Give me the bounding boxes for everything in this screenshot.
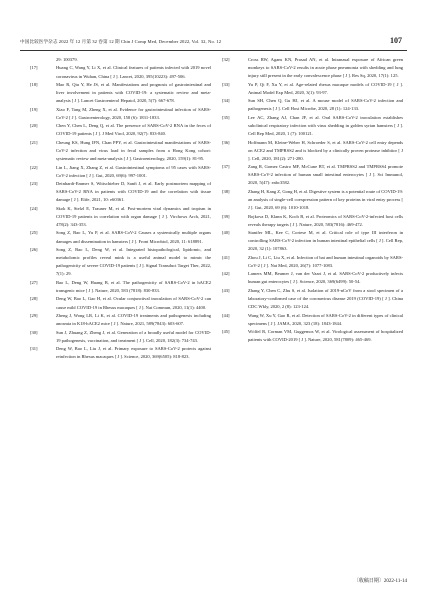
reference-item [30, 122, 211, 138]
reference-number: [17] [30, 65, 38, 71]
reference-text: Stanifer ML, Kee C, Cortese M, et al. Critical role of type III interferon in controlling SARS-CoV-2 infection in human intestinal epithelial cells [ J ]. Cell Rep, 2020, 32 (1): 107863. [248, 230, 403, 252]
reference-number: [30] [30, 329, 38, 335]
reference-text: Zhang Y, Chen C, Zhu S, et al. Isolation of 2019-nCoV from a stool specimen of a laboratory-confirmed case of the coronavirus disease 2019 (COVID-19) [ J ]. China CDC Wkly, 2020, 2 (8): 123-124. [248, 287, 403, 310]
reference-number: [21] [30, 139, 38, 145]
reference-number: [37] [222, 164, 230, 170]
reference-item [30, 295, 211, 311]
reference-text: Deng W, Bao L, Liu J, et al. Primary exposure to SARS-CoV-2 protects against reinfection in Rhesus macaques [ J ]. Science, 2020, 369(6505): 818-823. [56, 346, 211, 360]
reference-number: [25] [30, 230, 38, 236]
reference-text: Lee AC, Zhang AJ, Chan JF, et al. Oral SARS-CoV-2 inoculation establishes subclinical respiratory infection with virus shedding in golden syrian hamsters [ J ]. Cell Rep Med, 2020, 1 (7): 100121. [248, 114, 403, 137]
reference-item [222, 56, 403, 80]
reference-text: Wang W, Xu Y, Gao R, et al. Detection of SARS-CoV-2 in different types of clinical specimens [ J ]. JAMA, 2020, 323 (18): 1843-1844. [248, 312, 403, 326]
reference-item [222, 139, 403, 163]
reference-column-right [222, 56, 403, 345]
reference-text: 29: 100379. [56, 57, 78, 62]
reference-number: [38] [222, 188, 230, 194]
reference-number: [20] [30, 123, 38, 129]
reference-number: [41] [222, 254, 230, 260]
journal-title: 中国比较医学杂志 2022 年 12 月第 32 卷第 12 期 Chin J Comp Med, December 2022, Vol. 32, No. 12 [20, 39, 222, 44]
reference-item [30, 246, 211, 278]
reference-number: [27] [30, 279, 38, 285]
reference-item [222, 254, 403, 270]
reference-item [30, 164, 211, 180]
reference-text: Yu P, Qi F, Xu Y, et al. Age-related rhesus macaque models of COVID-19 [ J ]. Animal Model Exp Med, 2020, 3(1): 93-97. [248, 81, 403, 95]
reference-item [222, 188, 403, 212]
reference-item [30, 139, 211, 163]
reference-text: Zang R, Gomez Castro MF, McCune BT, et al. TMPRSS2 and TMPRSS4 promote SARS-CoV-2 infection of human small intestinal enterocytes [ J ]. Sci Immunol, 2020, 5(47): eabc3582. [248, 164, 403, 186]
reference-number: [19] [30, 106, 38, 112]
reference-number: [43] [222, 287, 230, 293]
reference-number: [34] [222, 98, 230, 104]
reference-number: [42] [222, 271, 230, 277]
reference-text: Lin L, Jiang X, Zhang Z, et al. Gastrointestinal symptoms of 95 cases with SARS-CoV-2 infection [ J ]. Gut, 2020, 69(6): 997-1001. [56, 164, 211, 178]
reference-number: [33] [222, 81, 230, 87]
reference-text: Deng W, Bao L, Gao H, et al. Ocular conjunctival inoculation of SARS-CoV-2 can cause mild COVID-19 in Rhesus macaques [ J ]. Nat Commun, 2020, 11(1): 4400. [56, 296, 211, 310]
reference-text: Cross RW, Agans KN, Prasad AN, et al. Intranasal exposure of African green monkeys to SARS-CoV-2 results in acute phase pneumonia with shedding and lung injury still present in the early convalescence phase [ J ]. Res Sq, 2020, 17(1): 125. [248, 57, 403, 79]
reference-text: Mao R, Qiu Y, He JS, et al. Manifestations and prognosis of gastrointestinal and liver involvement in patients with COVID-19: a systematic review and meta-analysis [ J ]. Lancet Gastroenterol Hepatol, 2020, 5(7): 667-678. [56, 82, 211, 104]
reference-item [30, 64, 211, 80]
reference-item [30, 312, 211, 328]
reference-item [222, 81, 403, 97]
reference-text: Xiao F, Tang M, Zheng X, et al. Evidence for gastrointestinal infection of SARS-CoV-2 [ J ]. Gastroenterology, 2020, 158 (6): 1831-1833. [56, 106, 211, 120]
reference-text: Zhou J, Li C, Liu X, et al. Infection of bat and human intestinal organoids by SARS-CoV-2 [ J ]. Nat Med, 2020, 26(7): 1077-1083. [248, 254, 403, 268]
reference-column-left [30, 56, 211, 362]
reference-number: [26] [30, 247, 38, 253]
reference-text: Song Z, Bao L, Deng W, et al. Integrated histopathological, lipidomic, and metabolomic profiles reveal mink is a useful animal model to mimic the pathogenicity of severe COVID-19 patients [ J ]. Signal Transduct Target Ther, 2022, 7(1): 29. [56, 247, 211, 277]
reference-number: [32] [222, 57, 230, 62]
reference-item [222, 328, 403, 344]
reference-item [222, 114, 403, 138]
reference-text: Zhang H, Kang Z, Gong H, et al. Digestive system is a potential route of COVID-19: an analysis of single-cell coexpression pattern of key proteins in viral entry process [ J ]. Gut, 2020, 69 (6): 1010-1018. [248, 188, 403, 211]
reference-number: [29] [30, 312, 38, 318]
reference-number: [36] [222, 139, 230, 145]
reference-text: Deinhardt-Emmer S, Wittschieber D, Sanft J, et al. Early postmortem mapping of SARS-CoV-2 RNA in patients with COVID-19 and the correlation with tissue damage [ J ]. Elife, 2021, 10: e60361. [56, 181, 211, 203]
received-date: 〔收稿日期〕2022-11-14 [353, 579, 407, 584]
reference-item [222, 229, 403, 253]
reference-number: [24] [30, 205, 38, 211]
reference-number: [28] [30, 296, 38, 302]
page-number: 107 [390, 36, 402, 45]
reference-item [222, 97, 403, 113]
reference-text: Zheng J, Wong LR, Li K, et al. COVID-19 treatments and pathogenesis including anosmia in K18-hACE2 mice [ J ]. Nature, 2021, 589(7843): 603-607. [56, 312, 211, 327]
reference-text: Bojkova D, Klann K, Koch B, et al. Proteomics of SARS-CoV-2-infected host cells reveals therapy targets [ J ]. Nature, 2020, 583(7816): 469-472. [248, 213, 403, 227]
reference-item [222, 163, 403, 187]
reference-text: Huang C, Wang Y, Li X, et al. Clinical features of patients infected with 2019 novel coronavirus in Wuhan, China [ J ]. Lancet, 2020, 395(10223): 497-506. [56, 65, 211, 79]
reference-item [222, 213, 403, 229]
reference-number: [22] [30, 164, 38, 170]
reference-item [30, 229, 211, 245]
reference-item [30, 180, 211, 204]
reference-item [30, 345, 211, 361]
reference-number: [18] [30, 82, 38, 88]
reference-item [30, 279, 211, 295]
reference-text: Cheung KS, Hung IFN, Chan PPY, et al. Gastrointestinal manifestations of SARS-CoV-2 infection and virus load in fecal samples from a Hong Kong cohort: systematic review and meta-analysis [ J ]. Gastroenterology, 2020, 159(1): 81-95. [56, 139, 211, 162]
reference-item [30, 106, 211, 122]
header-rule [20, 50, 407, 51]
reference-number: [23] [30, 181, 38, 187]
reference-item [30, 56, 211, 64]
reference-item [30, 329, 211, 345]
running-header [20, 36, 402, 48]
reference-item [30, 81, 211, 105]
reference-text: Wölfel R, Corman VM, Guggemos W, et al. Virological assessment of hospitalized patients with COVID-2019 [ J ]. Nature, 2020, 581(7809): 465-469. [248, 329, 403, 343]
reference-number: [39] [222, 213, 230, 219]
reference-text: Lamers MM, Beumer J, van der Vaart J, et al. SARS-CoV-2 productively infects human gut enterocytes [ J ]. Science, 2020, 369(6499): 50-54. [248, 271, 403, 285]
reference-text: Sun J, Zhuang Z, Zheng J, et al. Generation of a broadly useful model for COVID-19 pathogenesis, vaccination, and treatment [ J ]. Cell, 2020, 182(3): 734-743. [56, 329, 211, 343]
reference-number: [40] [222, 230, 230, 236]
reference-number: [31] [30, 346, 38, 352]
reference-number: [45] [222, 329, 230, 335]
reference-item [222, 270, 403, 286]
reference-text: Chen Y, Chen L, Deng Q, et al. The presence of SARS-CoV-2 RNA in the feces of COVID-19 patients [ J ]. J Med Virol, 2020, 92(7): 833-840. [56, 123, 211, 137]
reference-item [222, 312, 403, 328]
reference-text: Skok K, Stelzl E, Trauner M, et al. Post-mortem viral dynamics and tropism in COVID-19 patients in correlation with organ damage [ J ]. Virchows Arch, 2021, 478(2): 343-353. [56, 205, 211, 227]
reference-text: Song Z, Bao L, Yu P, et al. SARS-CoV-2 Causes a systemically multiple organs damages and dissemination in hamsters [ J ]. Front Microbiol, 2020, 11: 618891. [56, 230, 211, 244]
reference-number: [35] [222, 114, 230, 120]
reference-item [30, 205, 211, 229]
reference-text: Sun SH, Chen Q, Gu HJ, et al. A mouse model of SARS-CoV-2 infection and pathogenesis [ J ]. Cell Host Microbe, 2020, 28 (1): 124-133. [248, 98, 403, 112]
reference-text: Bao L, Deng W, Huang B, et al. The pathogenicity of SARS-CoV-2 in hACE2 transgenic mice [ J ]. Nature, 2020, 583 (7818): 830-833. [56, 279, 211, 293]
reference-number: [44] [222, 312, 230, 318]
reference-item [222, 287, 403, 311]
reference-text: Hoffmann M, Kleine-Weber H, Schroeder S, et al. SARS-CoV-2 cell entry depends on ACE2 and TMPRSS2 and is blocked by a clinically proven protease inhibitor [ J ]. Cell, 2020, 181(2): 271-280. [248, 139, 403, 161]
